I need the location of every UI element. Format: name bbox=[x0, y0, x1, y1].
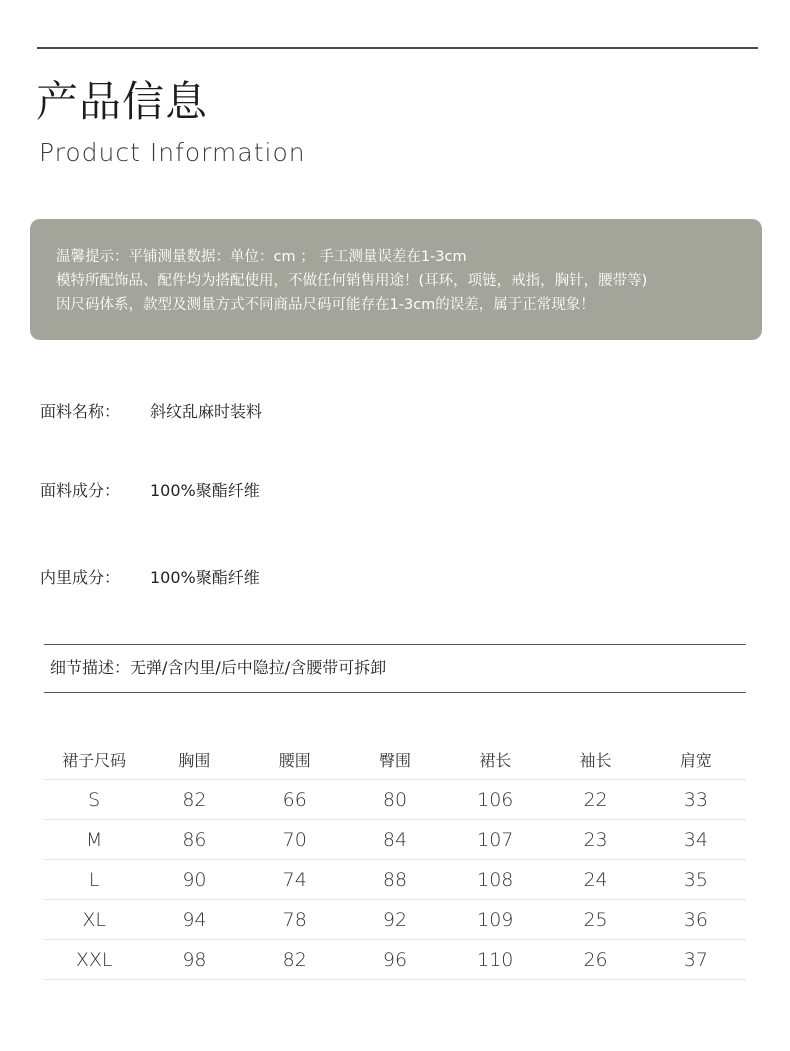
table-cell: 107 bbox=[445, 820, 545, 860]
table-cell: L bbox=[44, 860, 144, 900]
notice-line: 因尺码体系，款型及测量方式不同商品尺码可能存在1-3cm的误差，属于正常现象！ bbox=[56, 297, 595, 313]
table-row bbox=[44, 780, 746, 820]
table-row bbox=[44, 900, 746, 940]
table-row bbox=[44, 860, 746, 900]
header-skirt-length: 裙长 bbox=[479, 750, 512, 770]
table-cell: 80 bbox=[345, 780, 445, 820]
details-value: 无弹/含内里/后中隐拉/含腰带可拆卸 bbox=[130, 658, 387, 677]
page-title: 产品信息 bbox=[36, 77, 209, 126]
header-waist: 腰围 bbox=[278, 750, 311, 770]
header-size: 裙子尺码 bbox=[62, 750, 127, 770]
page-subtitle: Product Information bbox=[39, 138, 306, 167]
table-cell: 74 bbox=[245, 860, 345, 900]
notice-line: 模特所配饰品、配件均为搭配使用，不做任何销售用途！(耳环，项链，戒指，胸针，腰带等) bbox=[56, 273, 648, 289]
fabric-composition-value: 100%聚酯纤维 bbox=[150, 481, 260, 500]
table-cell: 92 bbox=[345, 900, 445, 940]
table-cell: 90 bbox=[144, 860, 244, 900]
table-cell: 106 bbox=[445, 780, 545, 820]
table-cell: M bbox=[44, 820, 144, 860]
table-cell: 70 bbox=[245, 820, 345, 860]
table-cell: 34 bbox=[646, 820, 746, 860]
fabric-name-row bbox=[40, 401, 262, 423]
details-bottom-divider bbox=[44, 692, 746, 693]
table-cell: 94 bbox=[144, 900, 244, 940]
notice-box bbox=[30, 219, 762, 340]
table-cell: 82 bbox=[245, 940, 345, 980]
table-cell: 78 bbox=[245, 900, 345, 940]
table-cell: 110 bbox=[445, 940, 545, 980]
lining-composition-label: 内里成分： bbox=[40, 568, 121, 587]
fabric-composition-label: 面料成分： bbox=[40, 481, 121, 500]
table-cell: XXL bbox=[44, 940, 144, 980]
table-cell: 37 bbox=[646, 940, 746, 980]
table-cell: 33 bbox=[646, 780, 746, 820]
header-hip: 臀围 bbox=[378, 750, 411, 770]
header-shoulder-width: 肩宽 bbox=[679, 750, 712, 770]
lining-composition-value: 100%聚酯纤维 bbox=[150, 568, 260, 587]
table-cell: 86 bbox=[144, 820, 244, 860]
table-cell: 82 bbox=[144, 780, 244, 820]
table-cell: 109 bbox=[445, 900, 545, 940]
table-cell: 22 bbox=[545, 780, 645, 820]
table-cell: 35 bbox=[646, 860, 746, 900]
table-cell: 36 bbox=[646, 900, 746, 940]
table-header-row bbox=[44, 739, 746, 780]
lining-composition-row bbox=[40, 567, 260, 589]
table-row bbox=[44, 940, 746, 980]
table-cell: 66 bbox=[245, 780, 345, 820]
header-bust: 胸围 bbox=[178, 750, 211, 770]
details-top-divider bbox=[44, 644, 746, 645]
notice-line: 温馨提示：平铺测量数据：单位：cm ； 手工测量误差在1-3cm bbox=[56, 249, 467, 265]
top-divider bbox=[37, 47, 758, 49]
details-row bbox=[50, 657, 386, 679]
table-cell: S bbox=[44, 780, 144, 820]
table-cell: 84 bbox=[345, 820, 445, 860]
table-row bbox=[44, 820, 746, 860]
fabric-name-label: 面料名称： bbox=[40, 402, 121, 421]
table-cell: 88 bbox=[345, 860, 445, 900]
header-sleeve-length: 袖长 bbox=[579, 750, 612, 770]
table-cell: 24 bbox=[545, 860, 645, 900]
table-cell: 26 bbox=[545, 940, 645, 980]
size-table bbox=[44, 739, 746, 980]
table-cell: 98 bbox=[144, 940, 244, 980]
table-cell: 25 bbox=[545, 900, 645, 940]
table-cell: 108 bbox=[445, 860, 545, 900]
table-cell: 96 bbox=[345, 940, 445, 980]
table-cell: 23 bbox=[545, 820, 645, 860]
details-label: 细节描述： bbox=[50, 658, 131, 677]
fabric-name-value: 斜纹乱麻时装料 bbox=[150, 402, 263, 421]
table-cell: XL bbox=[44, 900, 144, 940]
fabric-composition-row bbox=[40, 480, 260, 502]
